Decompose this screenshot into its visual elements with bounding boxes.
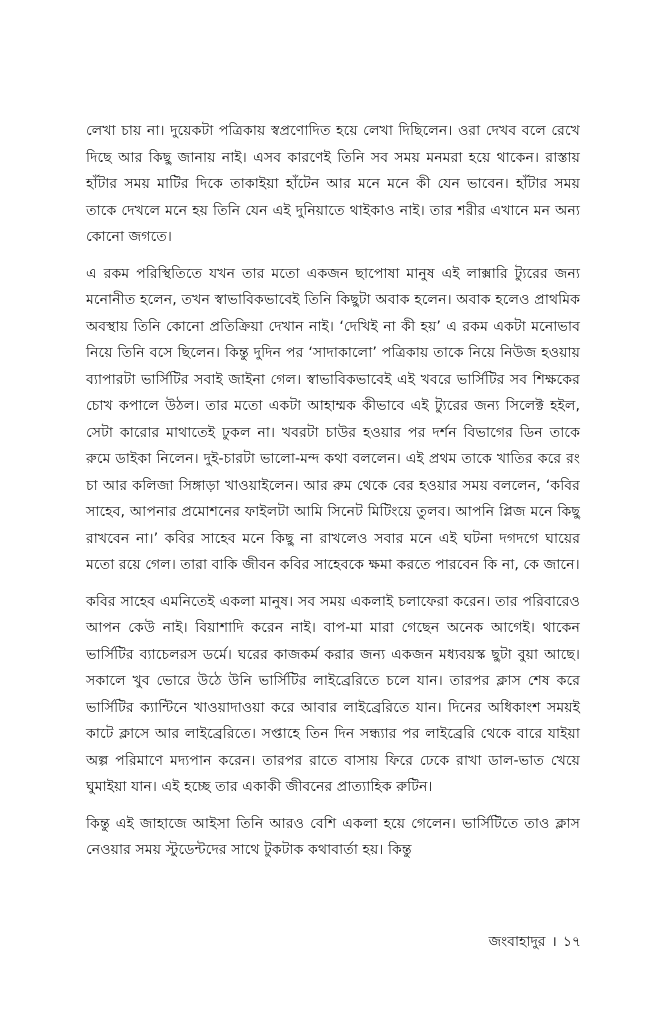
paragraph-3: কবির সাহেব এমনিতেই একলা মানুষ। সব সময় একলাই চলাফেরা করেন। তার পরিবারেও আপন কেউ নাই। বিয়াশাদি করেন নাই। বাপ-মা মারা গেছেন অনেক আগেই। থাকেন ভার্সিটির ব্যাচেলরস ডর্মে। ঘরের কাজকর্ম করার জন্য একজন মধ্যবয়স্ক ছুটা বুয়া আছে। সকালে খুব ভোরে উঠে উনি ভার্সিটির লাইব্রেরিতে চলে যান। তারপর ক্লাস শেষ করে ভার্সিটির ক্যান্টিনে খাওয়াদাওয়া করে আবার লাইব্রেরিতে যান। দিনের অধিকাংশ সময়ই কাটে ক্লাসে আর লাইব্রেরিতে। সপ্তাহে তিন দিন সন্ধ্যার পর লাইব্রেরি থেকে বারে যাইয়া অল্প পরিমাণে মদ্যপান করেন। তারপর রাতে বাসায় ফিরে ঢেকে রাখা ডাল-ভাত খেয়ে ঘুমাইয়া যান। এই হচ্ছে তার একাকী জীবনের প্রাত্যাহিক রুটিন। <box>86 593 580 795</box>
page-number: ১৭ <box>562 934 581 950</box>
body-text <box>86 118 580 874</box>
running-title: জংবাহাদুর <box>488 934 546 950</box>
footer-separator: । <box>551 934 557 950</box>
paragraph-1: লেখা চায় না। দুয়েকটা পত্রিকায় স্বপ্রণোদিত হয়ে লেখা দিছিলেন। ওরা দেখব বলে রেখে দিছে আর কিছু জানায় নাই। এসব কারণেই তিনি সব সময় মনমরা হয়ে থাকেন। রাস্তায় হাঁটার সময় মাটির দিকে তাকাইয়া হাঁটেন আর মনে মনে কী যেন ভাবেন। হাঁটার সময় তাকে দেখলে মনে হয় তিনি যেন এই দুনিয়াতে থাইকাও নাই। তার শরীর এখানে মন অন্য কোনো জগতে। <box>86 123 580 245</box>
page-footer <box>489 932 581 952</box>
paragraph-2: এ রকম পরিস্থিতিতে যখন তার মতো একজন ছাপোষা মানুষ এই লাক্সারি ট্যুরের জন্য মনোনীত হলেন, তখন স্বাভাবিকভাবেই তিনি কিছুটা অবাক হলেন। অবাক হলেও প্রাথমিক অবস্থায় তিনি কোনো প্রতিক্রিয়া দেখান নাই। ‘দেখিই না কী হয়’ এ রকম একটা মনোভাব নিয়ে তিনি বসে ছিলেন। কিন্তু দুদিন পর ‘সাদাকালো’ পত্রিকায় তাকে নিয়ে নিউজ হওয়ায় ব্যাপারটা ভার্সিটির সবাই জাইনা গেল। স্বাভাবিকভাবেই এই খবরে ভার্সিটির সব শিক্ষকের চোখ কপালে উঠল। তার মতো একটা আহাম্মক কীভাবে এই ট্যুরের জন্য সিলেক্ট হইল, সেটা কারোর মাথাতেই ঢুকল না। খবরটা চাউর হওয়ার পর দর্শন বিভাগের ডিন তাকে রুমে ডাইকা নিলেন। দুই-চারটা ভালো-মন্দ কথা বললেন। এই প্রথম তাকে খাতির করে রং চা আর কলিজা সিঙ্গাড়া খাওয়াইলেন। আর রুম থেকে বের হওয়ার সময় বললেন, ‘কবির সাহেব, আপনার প্রমোশনের ফাইলটা আমি সিনেট মিটিংয়ে তুলব। আপনি প্লিজ মনে কিছু রাখবেন না।’ কবির সাহেব মনে কিছু না রাখলেও সবার মনে এই ঘটনা দগদগে ঘায়ের মতো রয়ে গেল। তারা বাকি জীবন কবির সাহেবকে ক্ষমা করতে পারবেন কি না, কে জানে। <box>86 265 580 573</box>
paragraph-4: কিন্তু এই জাহাজে আইসা তিনি আরও বেশি একলা হয়ে গেলেন। ভার্সিটিতে তাও ক্লাস নেওয়ার সময় স্টুডেন্টদের সাথে টুকটাক কথাবার্তা হয়। কিন্তু <box>86 815 580 858</box>
